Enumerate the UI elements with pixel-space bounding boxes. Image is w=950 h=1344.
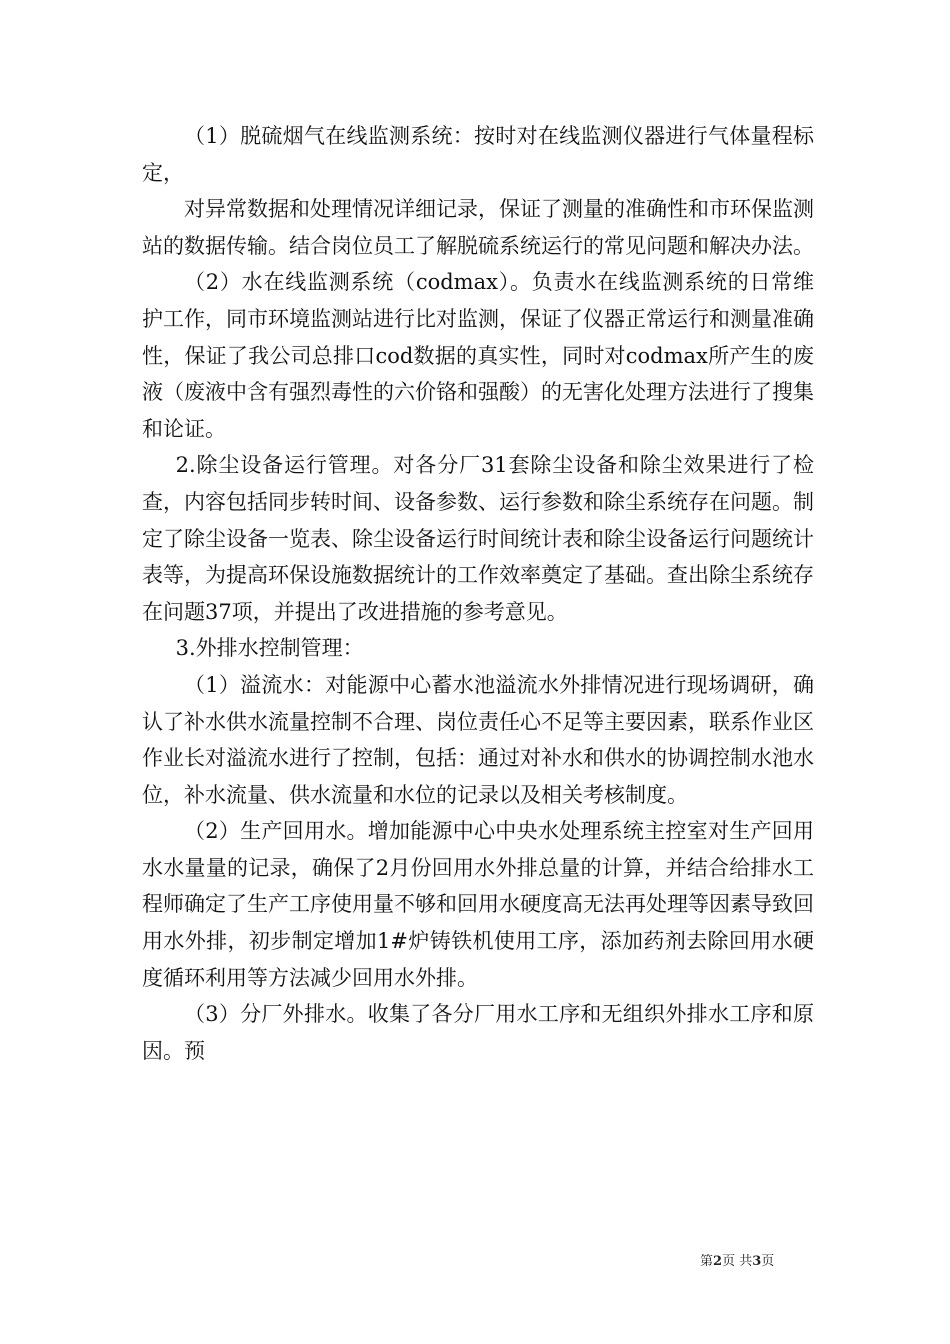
footer-current-page: 2	[713, 1254, 723, 1269]
document-body	[142, 118, 814, 1069]
footer-prefix: 第	[700, 1254, 714, 1269]
paragraph-abnormal-data-records: 对异常数据和处理情况详细记录，保证了测量的准确性和市环保监测站的数据传输。结合岗位员工了解脱硫系统运行的常见问题和解决办法。	[142, 197, 814, 258]
footer-middle: 页 共	[722, 1254, 753, 1269]
footer-total-pages: 3	[752, 1254, 762, 1269]
paragraph-drainage-control-heading: 3.外排水控制管理：	[175, 636, 364, 661]
paragraph-water-monitoring-codmax: （2）水在线监测系统（codmax）。负责水在线监测系统的日常维护工作，同市环境监测站进行比对监测，保证了仪器正常运行和测量准确性，保证了我公司总排口cod数据的真实性，同时对codmax所产生的废液（废液中含有强烈毒性的六价铬和强酸）的无害化处理方法进行了搜集和论证。	[142, 270, 814, 441]
paragraph-desulfurization-monitoring: （1）脱硫烟气在线监测系统：按时对在线监测仪器进行气体量程标定，	[142, 124, 814, 185]
paragraph-overflow-water: （1）溢流水：对能源中心蓄水池溢流水外排情况进行现场调研，确认了补水供水流量控制不合理、岗位责任心不足等主要因素，联系作业区作业长对溢流水进行了控制，包括：通过对补水和供水的协调控制水池水位，补水流量、供水流量和水位的记录以及相关考核制度。	[142, 672, 814, 807]
paragraph-branch-plant-drainage: （3）分厂外排水。收集了各分厂用水工序和无组织外排水工序和原因。预	[142, 1002, 814, 1063]
paragraph-production-reuse-water: （2）生产回用水。增加能源中心中央水处理系统主控室对生产回用水水量量的记录，确保了2月份回用水外排总量的计算，并结合给排水工程师确定了生产工序使用量不够和回用水硬度高无法再处理等因素导致回用水外排，初步制定增加1#炉铸铁机使用工序，添加药剂去除回用水硬度循环利用等方法减少回用水外排。	[142, 819, 814, 990]
paragraph-dust-removal-management: 2.除尘设备运行管理。对各分厂31套除尘设备和除尘效果进行了检查，内容包括同步转时间、设备参数、运行参数和除尘系统存在问题。制定了除尘设备一览表、除尘设备运行时间统计表和除尘设备运行问题统计表等，为提高环保设施数据统计的工作效率奠定了基础。查出除尘系统存在问题37项，并提出了改进措施的参考意见。	[142, 453, 814, 624]
page-number-footer	[700, 1250, 820, 1269]
footer-suffix: 页	[761, 1254, 775, 1269]
